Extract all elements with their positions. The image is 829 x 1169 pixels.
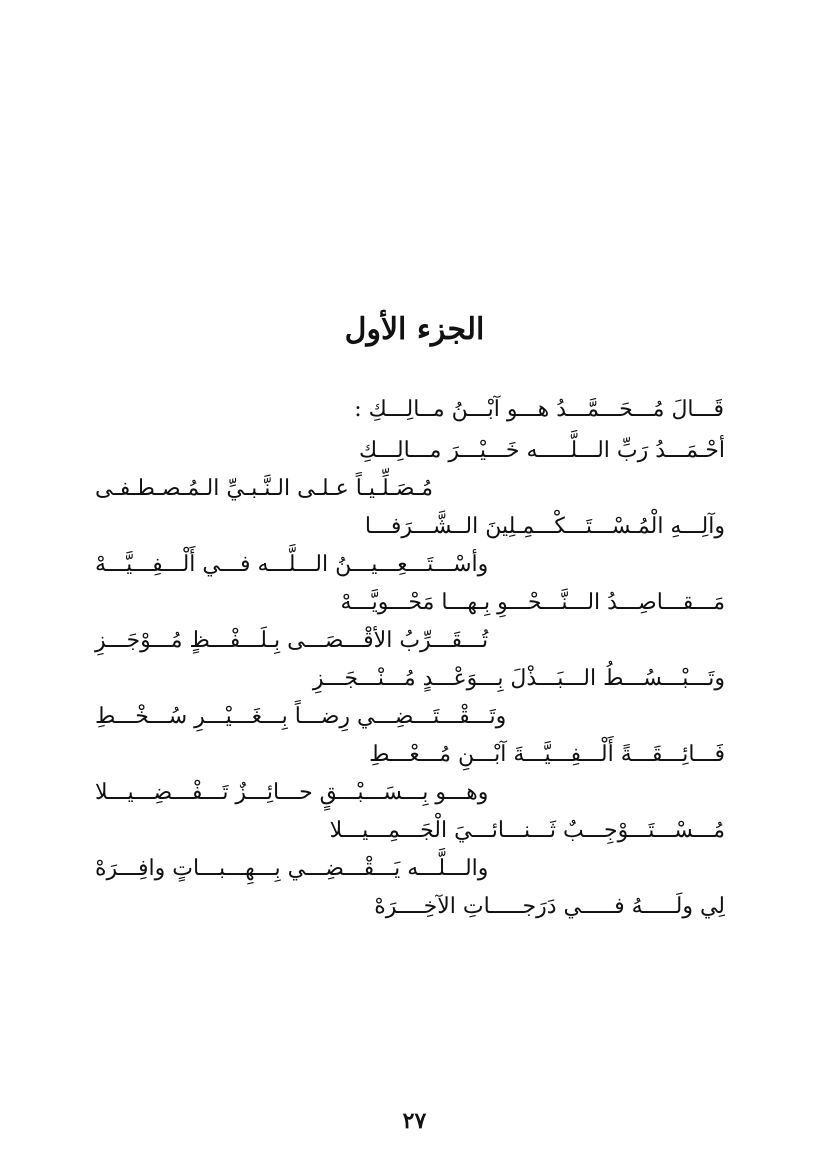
verse-5-first-half: فَـــائِـــقَـــةً أَلْـــفِـــيَّـــةَ آبْـــنِ مُـــعْـــطِ [369,742,725,767]
verse-1-first-half: أحْـمَـــدُ رَبِّ الـــلَّـــــه خَـــيْـــرَ مـــالِـــكِ [359,438,725,463]
verse-1-second-half: مُـصَـلِّـيـاً عـلـى الـنَّـبـيِّ الـمُـصـطـفـى [95,476,434,501]
verse-4-first-half: وتَـــبْـــسُـــطُ الـــبَـــذْلَ بِـــوَعْـــدٍ مُـــنْـــجَـــزِ [312,666,725,691]
page-number: ٢٧ [402,1108,427,1134]
verse-3-first-half: مَـــقـــاصِـــدُ الـــنَّـــحْـــوِ بِـهـــا مَحْـــويَّـــهْ [340,590,725,615]
intro-line: قَـــالَ مُـــحَـــمَّـــدُ هـــو آبْـــنُ مــالِـــكِ : [354,397,724,422]
verse-6-first-half: مُـــسْـــتَـــوْجِـــبٌ ثَـــنـــائـــيَ الْجَـــمِـــيـــلا [329,818,725,843]
verse-list [95,432,725,926]
verse-2-second-half: وأسْـــتَـــعِـــيـــنُ الـــلَّـــه فـــي أَلْـــفِـــيَّـــهْ [95,552,489,577]
verse-3-second-half: تُـــقَـــرِّبُ الأقْـــصَـــى بِـلَـــفْـــظٍ مُـــوْجَـــزِ [95,628,489,653]
verse-2-first-half: وآلِـــهِ الْمُـسْـــتَـــكْـــمِـلِينَ الــشَّـــرَفـــا [364,514,725,539]
verse-4-second-half: وتَـــقْـــتَـــضِـــي رِضـــاً بِـــغَـــيْـــرِ سُـــخْـــطِ [95,704,507,729]
verse-6-second-half: والـــلَّـــه يَـــقْـــضِـــي بِـــهِـــبـــاتٍ وافِـــرَهْ [95,856,489,881]
verse-7-first-half: لِي ولَـــــهُ فـــــي دَرَجـــــاتِ الآخِــــرَهْ [374,894,725,919]
verse-5-second-half: وهـــو بِـــسَـــبْـــقٍ حـــائِـــزٌ تَـــفْـــضِـــيـــلا [95,780,489,805]
page-title: الجزء الأول [344,312,485,347]
